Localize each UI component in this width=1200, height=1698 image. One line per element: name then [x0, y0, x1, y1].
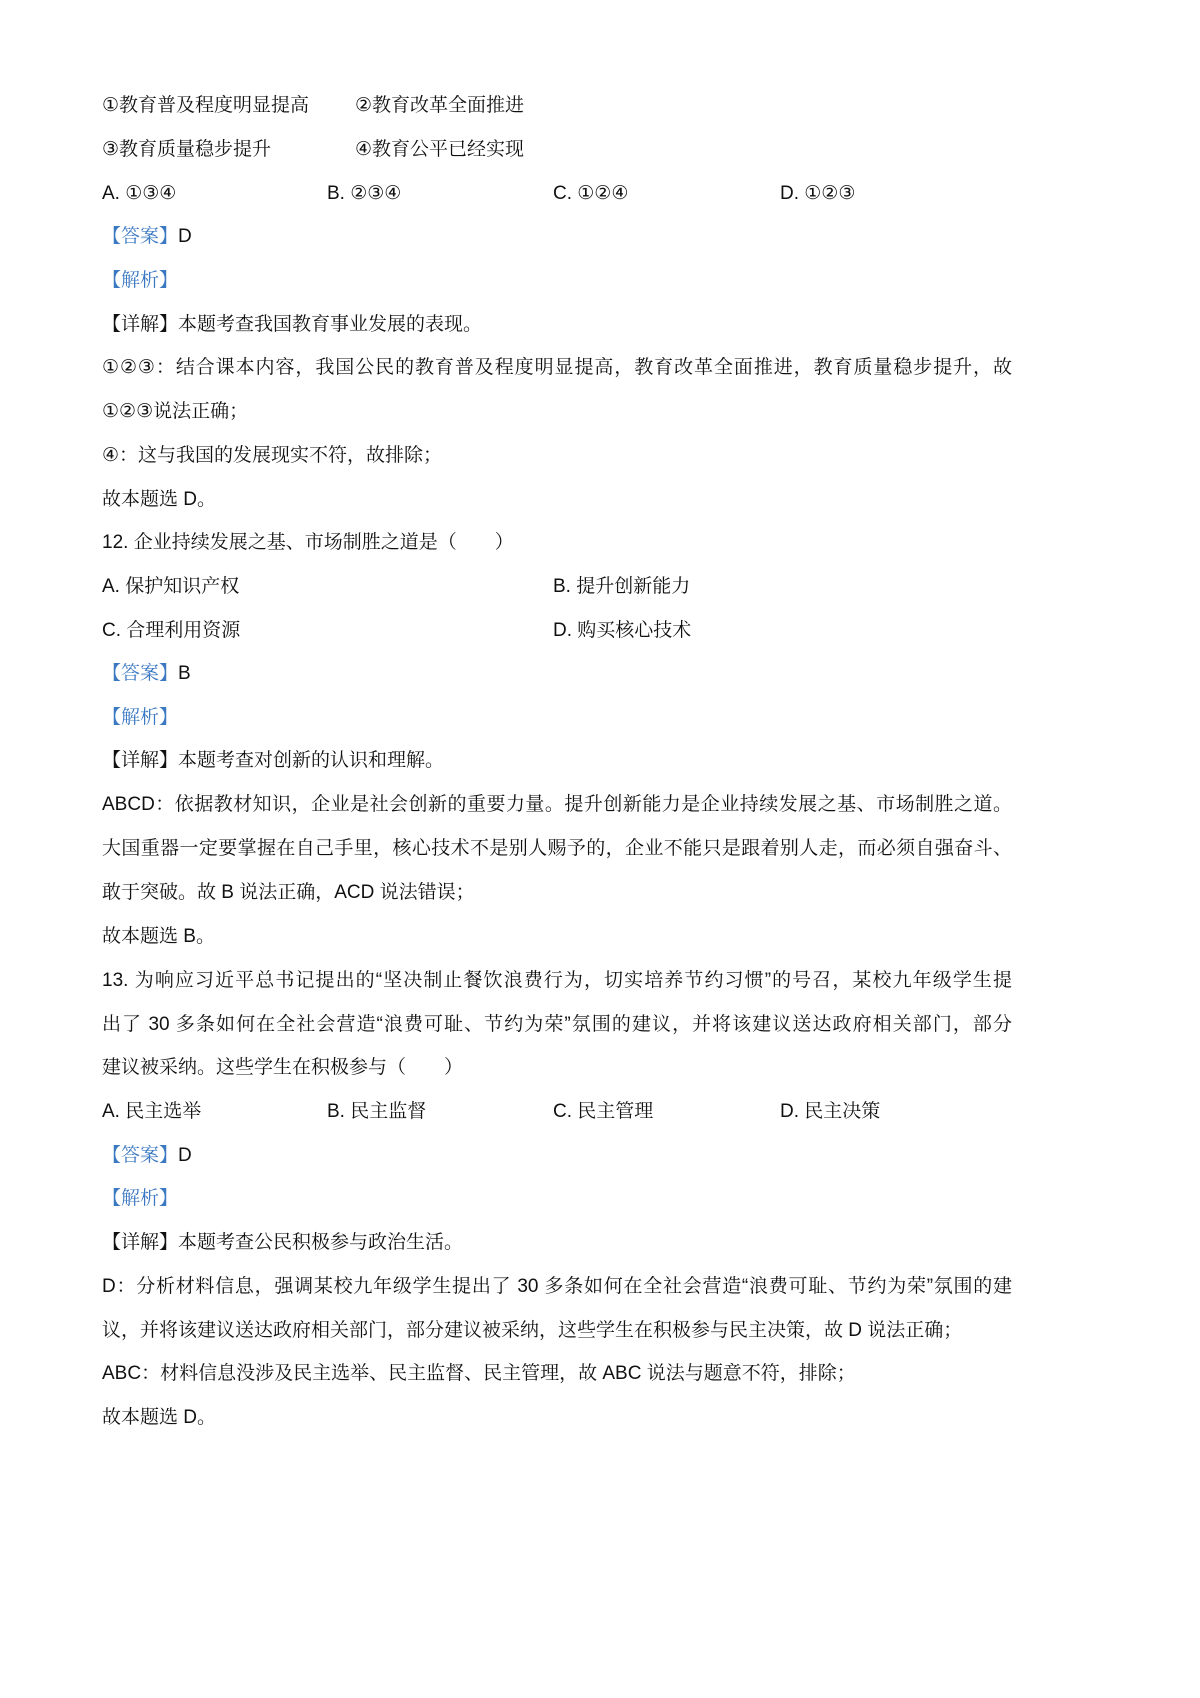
q12-explanation-line-3: 敢于突破。故 B 说法正确，ACD 说法错误； — [102, 882, 475, 903]
q11-explanation-line-1: ①②③：结合课本内容，我国公民的教育普及程度明显提高，教育改革全面推进，教育质量稳步提升，故 — [102, 357, 1012, 378]
q11-analysis-label: 【解析】 — [102, 270, 179, 291]
q11-answer — [102, 225, 192, 249]
q11-detail-label: 【详解】 — [102, 314, 179, 335]
q13-stem-line-3: 建议被采纳。这些学生在积极参与（ ） — [102, 1057, 464, 1078]
q11-option-a: A. ①③④ — [102, 183, 177, 204]
q11-statement-1: ①教育普及程度明显提高 — [102, 95, 310, 116]
q11-explanation-line-3: ④：这与我国的发展现实不符，故排除； — [102, 445, 443, 466]
q12-answer — [102, 662, 191, 686]
q13-conclusion: 故本题选 D。 — [102, 1407, 217, 1428]
q13-answer-value: D — [178, 1145, 192, 1166]
q11-conclusion: 故本题选 D。 — [102, 489, 217, 510]
q13-detail-text: 本题考查公民积极参与政治生活。 — [178, 1232, 464, 1253]
q13-explanation-line-1: D：分析材料信息，强调某校九年级学生提出了 30 多条如何在全社会营造“浪费可耻、节约为荣”氛围的建 — [102, 1276, 1012, 1297]
q12-detail-label: 【详解】 — [102, 750, 179, 771]
q12-option-a: A. 保护知识产权 — [102, 576, 240, 597]
q12-stem: 12. 企业持续发展之基、市场制胜之道是（ ） — [102, 532, 514, 553]
q12-explanation-line-2: 大国重器一定要掌握在自己手里，核心技术不是别人赐予的，企业不能只是跟着别人走，而必须自强奋斗、 — [102, 838, 1012, 859]
q13-detail — [102, 1231, 463, 1255]
q13-stem-line-1: 13. 为响应习近平总书记提出的“坚决制止餐饮浪费行为，切实培养节约习惯”的号召，某校九年级学生提 — [102, 970, 1012, 991]
q12-option-c: C. 合理利用资源 — [102, 620, 241, 641]
q13-explanation-line-3: ABC：材料信息没涉及民主选举、民主监督、民主管理，故 ABC 说法与题意不符，排除； — [102, 1363, 856, 1384]
q13-option-b: B. 民主监督 — [327, 1101, 427, 1122]
q12-option-d: D. 购买核心技术 — [553, 620, 692, 641]
q13-answer — [102, 1144, 192, 1168]
q13-option-d: D. 民主决策 — [780, 1101, 881, 1122]
q13-analysis-label: 【解析】 — [102, 1188, 179, 1209]
q11-explanation-line-2: ①②③说法正确； — [102, 401, 249, 422]
q11-statement-3: ③教育质量稳步提升 — [102, 139, 272, 160]
q13-option-a: A. 民主选举 — [102, 1101, 202, 1122]
q11-option-c: C. ①②④ — [553, 183, 629, 204]
q12-answer-value: B — [178, 663, 191, 684]
q13-option-c: C. 民主管理 — [553, 1101, 654, 1122]
q11-option-d: D. ①②③ — [780, 183, 856, 204]
q12-conclusion: 故本题选 B。 — [102, 926, 215, 947]
q11-answer-label: 【答案】 — [102, 226, 179, 247]
q12-analysis-label: 【解析】 — [102, 707, 179, 728]
q12-option-b: B. 提升创新能力 — [553, 576, 691, 597]
q13-stem-line-2: 出了 30 多条如何在全社会营造“浪费可耻、节约为荣”氛围的建议，并将该建议送达政府相关部门，部分 — [102, 1014, 1012, 1035]
q12-answer-label: 【答案】 — [102, 663, 179, 684]
q11-detail-text: 本题考查我国教育事业发展的表现。 — [178, 314, 483, 335]
q12-detail-text: 本题考查对创新的认识和理解。 — [178, 750, 445, 771]
q11-answer-value: D — [178, 226, 192, 247]
q13-detail-label: 【详解】 — [102, 1232, 179, 1253]
q12-detail — [102, 749, 444, 773]
q11-statement-2: ②教育改革全面推进 — [355, 95, 525, 116]
q11-detail — [102, 313, 482, 337]
q13-explanation-line-2: 议，并将该建议送达政府相关部门，部分建议被采纳，这些学生在积极参与民主决策，故 D 说法正确； — [102, 1320, 963, 1341]
q11-option-b: B. ②③④ — [327, 183, 402, 204]
q12-explanation-line-1: ABCD：依据教材知识，企业是社会创新的重要力量。提升创新能力是企业持续发展之基、市场制胜之道。 — [102, 794, 1012, 815]
q11-statement-4: ④教育公平已经实现 — [355, 139, 525, 160]
q13-answer-label: 【答案】 — [102, 1145, 179, 1166]
